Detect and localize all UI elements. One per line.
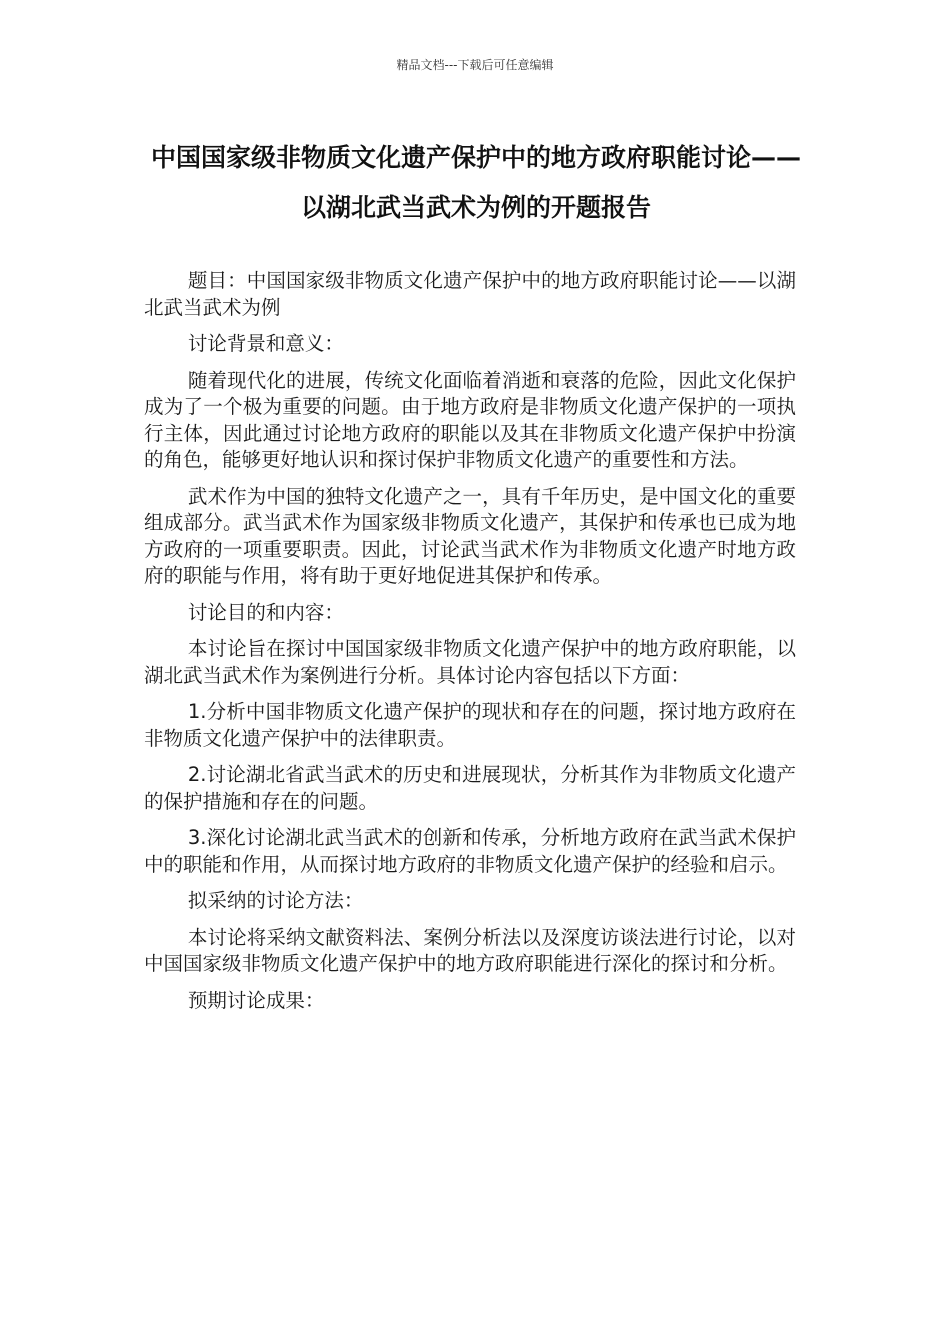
- background-paragraph-2: 武术作为中国的独特文化遗产之一，具有千年历史，是中国文化的重要组成部分。武当武术作为国家级非物质文化遗产，其保护和传承也已成为地方政府的一项重要职责。因此，讨论武当武术作为非物质文化遗产时地方政府的职能与作用，将有助于更好地促进其保护和传承。: [144, 484, 796, 587]
- document-title: 中国国家级非物质文化遗产保护中的地方政府职能讨论——以湖北武当武术为例的开题报告: [150, 143, 801, 222]
- section-heading-background: 讨论背景和意义：: [187, 332, 344, 355]
- section-heading-outcomes: 预期讨论成果：: [187, 988, 325, 1012]
- page-header: 精品文档---下载后可任意编辑: [396, 58, 554, 72]
- document-body: [144, 268, 796, 1024]
- content-item-2: 2.讨论湖北省武当武术的历史和进展现状，分析其作为非物质文化遗产的保护措施和存在的问题。: [144, 763, 796, 813]
- content-item-3: 3.深化讨论湖北武当武术的创新和传承，分析地方政府在武当武术保护中的职能和作用，从而探讨地方政府的非物质文化遗产保护的经验和启示。: [144, 826, 796, 876]
- purpose-paragraph: 本讨论旨在探讨中国国家级非物质文化遗产保护中的地方政府职能，以湖北武当武术作为案例进行分析。具体讨论内容包括以下方面：: [144, 637, 796, 687]
- methods-paragraph: 本讨论将采纳文献资料法、案例分析法以及深度访谈法进行讨论，以对中国国家级非物质文化遗产保护中的地方政府职能进行深化的探讨和分析。: [144, 925, 796, 975]
- content-item-1: 1.分析中国非物质文化遗产保护的现状和存在的问题，探讨地方政府在非物质文化遗产保护中的法律职责。: [144, 700, 796, 750]
- subject-line: 题目：中国国家级非物质文化遗产保护中的地方政府职能讨论——以湖北武当武术为例: [144, 269, 796, 319]
- background-paragraph-1: 随着现代化的进展，传统文化面临着消逝和衰落的危险，因此文化保护成为了一个极为重要的问题。由于地方政府是非物质文化遗产保护的一项执行主体，因此通过讨论地方政府的职能以及其在非物质文化遗产保护中扮演的角色，能够更好地认识和探讨保护非物质文化遗产的重要性和方法。: [144, 368, 796, 471]
- section-heading-purpose: 讨论目的和内容：: [187, 600, 344, 624]
- section-heading-methods: 拟采纳的讨论方法：: [187, 889, 364, 912]
